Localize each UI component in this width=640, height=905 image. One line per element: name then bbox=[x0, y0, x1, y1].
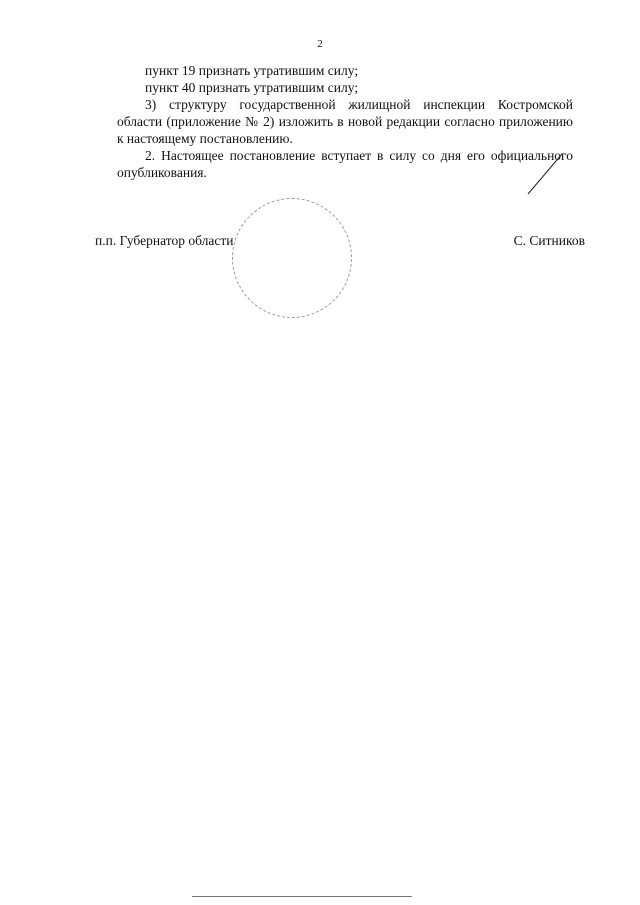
clause-2-effective-date: 2. Настоящее постановление вступает в силу со дня его официального опубликования. bbox=[117, 148, 573, 180]
page-number: 2 bbox=[317, 38, 323, 50]
handwritten-signature-mark bbox=[520, 150, 570, 200]
signatory-name: С. Ситников bbox=[513, 233, 585, 248]
clause-item-40: пункт 40 признать утратившим силу; bbox=[145, 80, 359, 95]
stamp-placeholder bbox=[232, 198, 352, 318]
clause-item-19: пункт 19 признать утратившим силу; bbox=[145, 63, 359, 78]
signatory-position: п.п. Губернатор области bbox=[95, 233, 234, 248]
document-body bbox=[117, 62, 573, 181]
clause-3: 3) структуру государственной жилищной инспекции Костромской области (приложение № 2) изложить в новой редакции согласно приложению к настоящему постановлению. bbox=[117, 97, 573, 146]
footer-rule bbox=[192, 896, 412, 897]
